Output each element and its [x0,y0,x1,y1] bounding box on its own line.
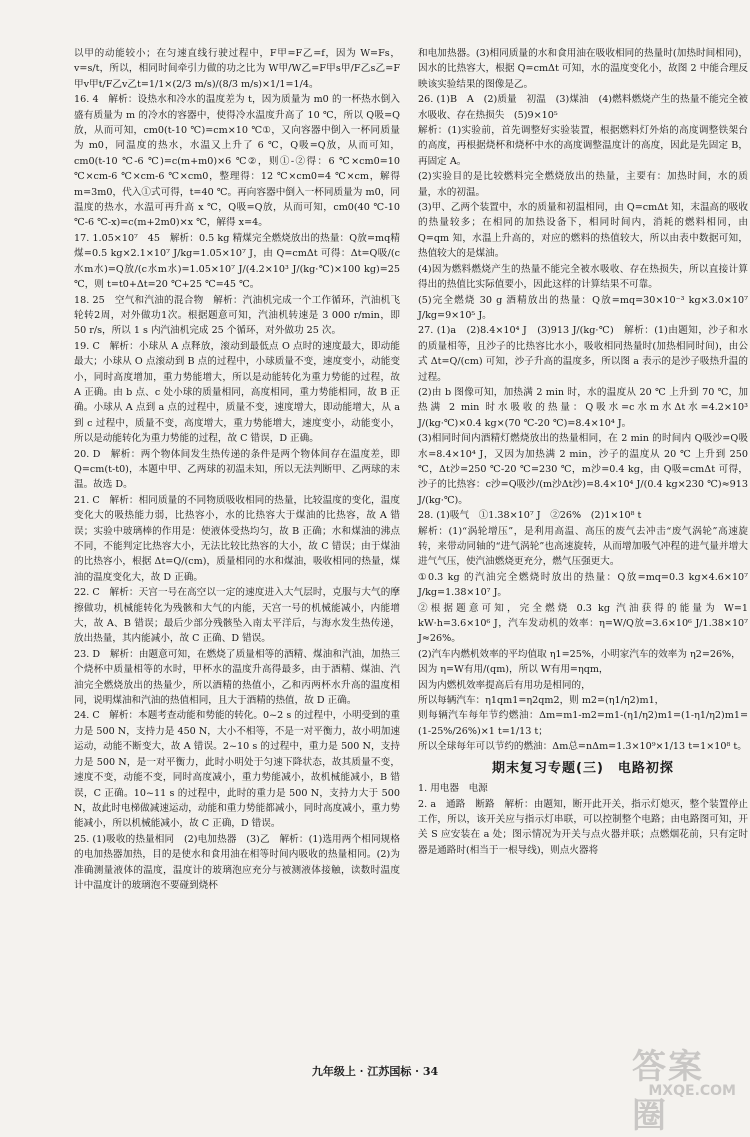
answer-28-analysis-9: 所以全球每年可以节约的燃油：Δm总=nΔm=1.3×10⁹×1/13 t=1×10⁸ t。 [418,741,747,753]
answer-28-analysis-8: 则每辆汽车每年节约燃油：Δm=m1-m2=m1-(η1/η2)m1=(1-η1/η2)m1=(1-25%/26%)×1 t=1/13 t； [418,710,748,737]
answer-28-analysis-2: ①0.3 kg 的汽油完全燃烧时放出的热量：Q放=mq=0.3 kg×4.6×10⁷ J/kg=1.38×10⁷ J。 [418,571,748,599]
answer-28-analysis-4: (2)汽车内燃机效率的平均值取 η1=25%，小明家汽车的效率为 η2=26%， [418,648,741,660]
answer-24: 24. C 解析：本题考查动能和势能的转化。0~2 s 的过程中，小明受到的重力是 500 N，支持力是 450 N，大小不相等，不是一对平衡力，故小明加速运动，动能不断变大，故 A 错误。2~10 s 的过程中，重力是 500 N，支持力是 500 N，是一对平衡力，此时小明处于匀速下降状态，故其质量不变，速度不变，动能不变，同时高度减小，重力势能减小，故机械能减小，B 错误，C 正确。10~11 s 的过程中，此时的重力是 500 N，支持力大于 500 N，故此时电梯做减速运动，动能和重力势能都减小，同时高度减小，重力势能减小，所以机械能减小，故 C 正确，D 错误。 [74,710,400,830]
text-block: 以甲的动能较小；在匀速直线行驶过程中，F甲=F乙=f，因为 W=Fs，v=s/t，所以，相同时间牵引力做的功之比为 W甲/W乙=F甲s甲/F乙s乙=F甲v甲t/F乙v乙t=1/1×(2/3 m/s)/(8/3 m/s)×1/1=1/4。 [74,48,400,90]
answer-28-analysis-6: 因为内燃机效率提高后有用功是相同的， [418,679,591,691]
answer-25: 25. (1)吸收的热量相同 (2)电加热器 (3)乙 解析：(1)选用两个相同规格的电加热器加热，目的是使水和食用油在相等时间内吸收的热量相同。(2)为准确测量液体的温度，温度计的玻璃泡应充分与被测液体接触，读数时温度计中温度计的玻璃泡不要碰到烧杯 [74,833,400,891]
text-block: 和电加热器。(3)相同质量的水和食用油在吸收相同的热量时(加热时间相同)，因水的比热容大，根据 Q=cmΔt 可知，水的温度变化小，故图 2 中能合理反映该实验结果的图像是乙。 [418,48,748,90]
answer-22: 22. C 解析：天宫一号在高空以一定的速度进入大气层时，克服与大气的摩擦做功，机械能转化为残骸和大气的内能，天宫一号的机械能减小，内能增大，故 A、B 错误；最后少部分残骸坠入南太平洋后，与海水发生热传递，放出热量，其内能减小，故 C 正确、D 错误。 [74,587,400,645]
answer-28-analysis-1: 解析：(1)“涡轮增压”，是利用高温、高压的废气去冲击“废气涡轮”高速旋转，来带动同轴的“进气涡轮”也高速旋转，从而增加吸气冲程的进气量并增大进气气压，使汽油燃烧更充分，燃气压强更大。 [418,525,748,568]
answer-21: 21. C 解析：相同质量的不同物质吸收相同的热量，比较温度的变化，温度变化大的吸热能力弱，比热容小，水的比热容大于煤油的比热容，故 A 错误；实验中玻璃棒的作用是：使液体受热均匀，故 B 正确；水和煤油的沸点不同，不能判定比热容大小，无法比较比热容的大小，故 C 错误；由于煤油的比热容小，根据 Δt=Q/(cm)，质量相同的水和煤油，吸收相同的热量，煤油的温度变化大，故 D 正确。 [74,494,400,583]
answer-17: 17. 1.05×10⁷ 45 解析：0.5 kg 精煤完全燃烧放出的热量：Q放=mq精煤=0.5 kg×2.1×10⁷ J/kg=1.05×10⁷ J，由 Q=cmΔt 可得：Δt=Q吸/(c水m水)=Q放/(c水m水)=1.05×10⁷ J/(4.2×10³ J/(kg·℃)×100 kg)=25 ℃，则 t=t0+Δt=20 ℃+25 ℃=45 ℃。 [74,232,400,291]
answer-27-analysis-2: (2)由 b 图像可知，加热满 2 min 时，水的温度从 20 ℃ 上升到 70 ℃，加热满 2 min 时水吸收的热量：Q吸水=c水m水Δt水=4.2×10³ J/(kg·℃)×0.4 kg×(70 ℃-20 ℃)=8.4×10⁴ J。 [418,386,748,429]
answer-26-analysis-1: 解析：(1)实验前，首先调整好实验装置，根据燃料灯外焰的高度调整铁架台的高度，再根据烧杯和烧杯中水的高度调整温度计的高度，因此是先固定 B，再固定 A。 [418,125,748,167]
answer-28-analysis-5: 因为 η=W有用/(qm)，所以 W有用=ηqm， [418,664,609,676]
section-answer-1: 1. 用电器 电源 [418,783,488,795]
answer-19: 19. C 解析：小球从 A 点释放，滚动到最低点 O 点时的速度最大，即动能最大；小球从 O 点滚动到 B 点的过程中，小球质量不变，速度变小，动能变小，同时高度增加，重力势能增大，所以是动能转化为重力势能的过程，故 A 正确。由 b 点、c 处小球的质量相同，高度相同，重力势能相同，故 B 正确。小球从 A 点到 a 点的过程中，质量不变，速度增大，即动能增大，从 a 到 c 过程中，质量不变，高度增大，重力势能增大，速度变小，动能变小，所以是动能转化为重力势能的过程，故 C 错误，D 正确。 [74,340,400,445]
answer-16: 16. 4 解析：设热水和冷水的温度差为 t，因为质量为 m0 的一杯热水倒入盛有质量为 m 的冷水的容器中，使得冷水温度升高了 10 ℃，所以 Q吸=Q放，从而可知，cm0(t-10 ℃)=cm×10 ℃①，又向容器中倒入一杯同质量为 m0，同温度的热水，水温又上升了 6 ℃，Q吸=Q放，从而可知，cm0(t-10 ℃-6 ℃)=c(m+m0)×6 ℃②，则①-②得：6 ℃×cm0=10 ℃×cm-6 ℃×cm-6 ℃×cm0，整理得：12 ℃×cm0=4 ℃×cm，解得 m=3m0，代入①式可得，t=40 ℃。再向容器中倒入一杯同质量为 m0，同温度的热水，水温可再升高 x ℃，Q吸=Q放，从而可知，cm0(40 ℃-10 ℃-6 ℃-x)=c(m+2m0)×x ℃，解得 x=4。 [74,94,400,229]
page-footer: 九年级上 · 江苏国标 · 34 [311,1065,439,1078]
answer-18: 18. 25 空气和汽油的混合物 解析：汽油机完成一个工作循环，汽油机飞轮转2周，对外做功1次。根据题意可知，汽油机转速是 3 000 r/min，即 50 r/s，所以 1 s 内汽油机完成 25 个循环，对外做功 25 次。 [74,294,400,337]
answer-20: 20. D 解析：两个物体间发生热传递的条件是两个物体间存在温度差，即 Q=cm(t-t0)，本题中甲、乙两球的初温未知，所以无法判断甲、乙两球的末温。故选 D。 [74,448,400,491]
answer-26-analysis-4: (4)因为燃料燃烧产生的热量不能完全被水吸收、存在热损失，所以直接计算得出的热值比实际值要小，因此这样的计算结果不可靠。 [418,263,748,291]
answer-27: 27. (1)a (2)8.4×10⁴ J (3)913 J/(kg·℃) 解析：(1)由题知，沙子和水的质量相等，且沙子的比热容比水小，吸收相同热量时(加热相同时间)，由公式 Δt=Q/(cm) 可知，沙子升高的温度多，所以图 a 表示的是沙子吸热升温的过程。 [418,325,748,383]
answer-28-analysis-7: 所以每辆汽车：η1qm1=η2qm2，则 m2=(η1/η2)m1， [418,695,665,707]
answer-28-analysis-3: ②根据题意可知，完全燃烧 0.3 kg 汽油获得的能量为 W=1 kW·h=3.6×10⁶ J，汽车发动机的效率：η=W/Q放=3.6×10⁶ J/1.38×10⁷ J≈26%。 [418,602,748,645]
section-title: 期末复习专题(三) 电路初探 [492,760,674,776]
answer-26-analysis-2: (2)实验目的是比较燃料完全燃烧放出的热量，主要有：加热时间，水的质量，水的初温。 [418,171,748,198]
answer-28: 28. (1)吸气 ①1.38×10⁷ J ②26% (2)1×10⁸ t [418,510,642,522]
answer-23: 23. D 解析：由题意可知，在燃烧了质量相等的酒精、煤油和汽油，加热三个烧杯中质量相等的水时，甲杯水的温度升高得最多，由于酒精、煤油、汽油完全燃烧放出的热量少，所以酒精的热值小，乙和丙两杯水升高的温度相同，说明煤油和汽油的热值相同，且大于酒精的热值，故 D 正确。 [74,648,400,707]
right-column [418,46,748,858]
answer-26: 26. (1)B A (2)质量 初温 (3)煤油 (4)燃料燃烧产生的热量不能完全被水吸收、存在热损失 (5)9×10⁵ [418,94,748,121]
section-answer-2: 2. a 通路 断路 解析：由题知，断开此开关，指示灯熄灭，整个装置停止工作，所以，该开关应与指示灯串联，可以控制整个电路；由电路图可知，开关 S 应安装在 a 处；图示情况为开关与点火器并联；点燃烟花前，只有定时器是通路时(相当于一根导线)，则点火器将 [418,798,748,856]
watermark-domain: MXQE.COM [648,1083,736,1099]
left-column [74,46,400,893]
answer-26-analysis-3: (3)甲、乙两个装置中，水的质量和初温相同，由 Q=cmΔt 知，末温高的吸收的热量较多；在相同的加热设备下，相同时间内，消耗的燃料相同，由 Q=qm 知，水温上升高的，对应的燃料的热值较大，所以由表中数据可知，热值较大的是煤油。 [418,202,748,260]
watermark [632,1039,742,1136]
answer-27-analysis-3: (3)相同时间内酒精灯燃烧放出的热量相同，在 2 min 的时间内 Q吸沙=Q吸水=8.4×10⁴ J，又因为加热满 2 min，沙子的温度从 20 ℃ 上升到 250 ℃，Δt沙=250 ℃-20 ℃=230 ℃，m沙=0.4 kg，由 Q吸=cmΔt 可得，沙子的比热容：c沙=Q吸沙/(m沙Δt沙)=8.4×10⁴ J/(0.4 kg×230 ℃)≈913 J/(kg·℃)。 [418,433,748,506]
watermark-logo-text: 答案圈 [632,1047,704,1136]
answer-26-analysis-5: (5)完全燃烧 30 g 酒精放出的热量：Q放=mq=30×10⁻³ kg×3.0×10⁷ J/kg=9×10⁵ J。 [418,294,748,321]
